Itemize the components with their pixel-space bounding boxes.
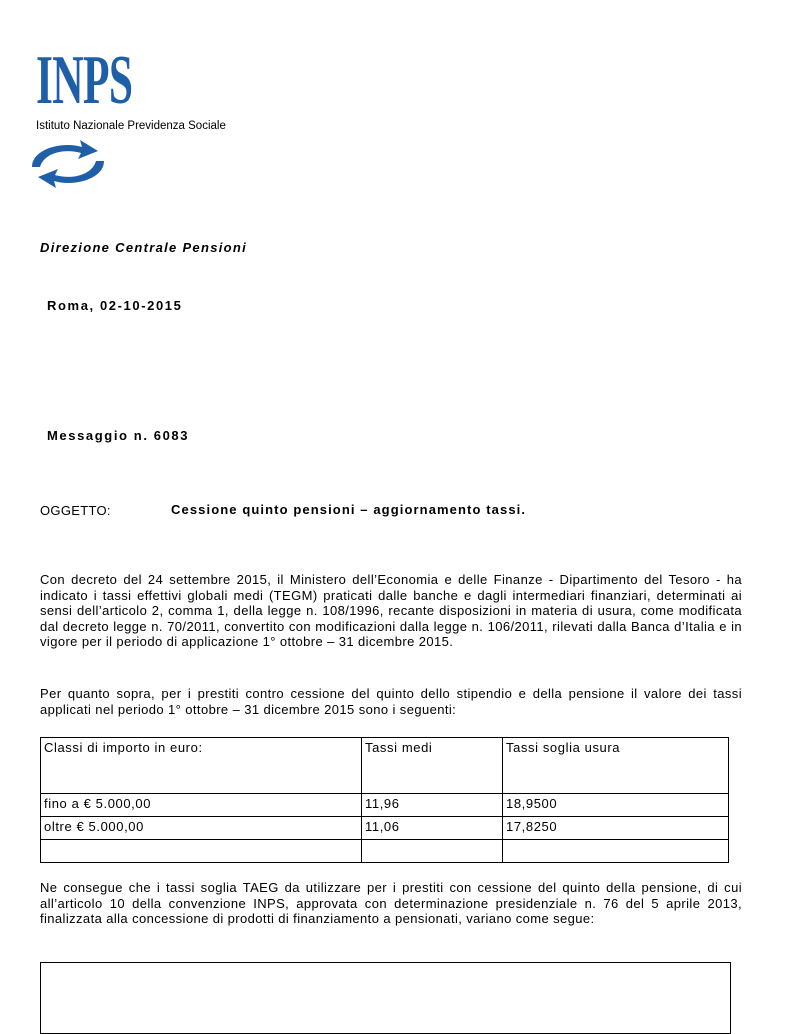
- table-header-cell: Classi di importo in euro:: [41, 738, 362, 794]
- direzione-heading: Direzione Centrale Pensioni: [40, 240, 248, 255]
- table-cell: 11,06: [362, 817, 503, 840]
- table-header-cell: Tassi soglia usura: [503, 738, 729, 794]
- table-cell: [503, 840, 729, 863]
- place-date: Roma, 02-10-2015: [47, 298, 183, 313]
- inps-swirl-logo-icon: [26, 137, 110, 196]
- subject-text: Cessione quinto pensioni – aggiornamento tassi.: [171, 502, 527, 517]
- inps-logo-wordmark: INPS: [36, 42, 133, 119]
- table-cell: 11,96: [362, 794, 503, 817]
- second-table-frame: [40, 962, 731, 1034]
- table-header-row: [41, 738, 729, 794]
- table-cell: [362, 840, 503, 863]
- subject-label: OGGETTO:: [40, 503, 111, 518]
- table-row: [41, 794, 729, 817]
- table-cell: 17,8250: [503, 817, 729, 840]
- table-row: [41, 817, 729, 840]
- table-cell: [41, 840, 362, 863]
- table-cell: oltre € 5.000,00: [41, 817, 362, 840]
- body-paragraph-1: Con decreto del 24 settembre 2015, il Ministero dell’Economia e delle Finanze - Dipartimento del Tesoro - ha indicato i tassi effettivi globali medi (TEGM) praticati dalle banche e dagli intermediari finanziari, determinati ai sensi dell’articolo 2, comma 1, della legge n. 108/1996, recante disposizioni in materia di usura, come modificata dal decreto legge n. 70/2011, convertito con modificazioni dalla legge n. 106/2011, rilevati dalla Banca d’Italia e in vigore per il periodo di applicazione 1° ottobre – 31 dicembre 2015.: [40, 572, 742, 650]
- rates-table: [40, 737, 729, 863]
- inps-logo-subtitle: Istituto Nazionale Previdenza Sociale: [36, 120, 226, 132]
- table-cell: fino a € 5.000,00: [41, 794, 362, 817]
- body-paragraph-2: Per quanto sopra, per i prestiti contro cessione del quinto dello stipendio e della pensione il valore dei tassi applicati nel periodo 1° ottobre – 31 dicembre 2015 sono i seguenti:: [40, 686, 742, 717]
- table-header-cell: Tassi medi: [362, 738, 503, 794]
- table-cell: 18,9500: [503, 794, 729, 817]
- message-number: Messaggio n. 6083: [47, 428, 190, 443]
- body-paragraph-3: Ne consegue che i tassi soglia TAEG da utilizzare per i prestiti con cessione del quinto della pensione, di cui all’articolo 10 della convenzione INPS, approvata con determinazione presidenziale n. 76 del 5 aprile 2013, finalizzata alla concessione di prodotti di finanziamento a pensionati, variano come segue:: [40, 880, 742, 927]
- table-empty-row: [41, 840, 729, 863]
